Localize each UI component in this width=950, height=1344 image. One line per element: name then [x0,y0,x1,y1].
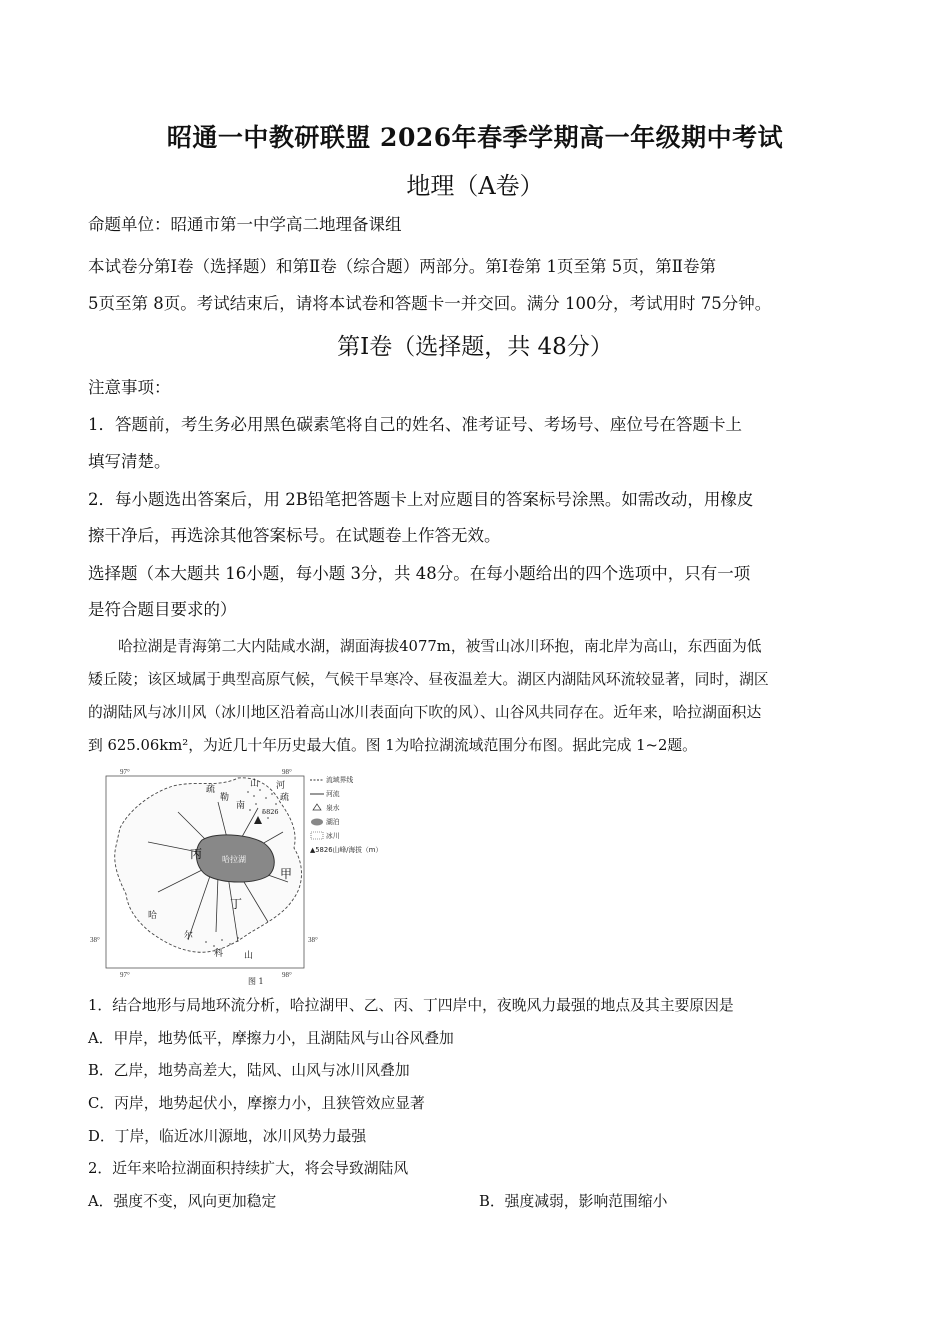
figure-1-map [90,768,428,986]
map-label-shu2: 疏 [280,793,290,803]
map-label-ha: 哈 [148,911,158,921]
map-label-er: 尔 [184,931,194,941]
passage-line-3: 的湖陆风与冰川风（冰川地区沿着高山冰川表面向下吹的风）、山谷风共同存在。近年来，哈拉湖面积达 [88,704,762,721]
map-label-shu: 疏 [206,785,216,795]
notice-1-line-2: 填写清楚。 [88,452,171,471]
legend-peak: ▲5826山峰/海拔（m） [310,846,383,854]
notice-heading: 注意事项： [88,378,171,397]
legend-river: 河流 [326,790,340,798]
lake-label: 哈拉湖 [222,855,246,864]
figure-caption: 图 1 [248,977,264,986]
map-label-le: 勒 [220,793,230,803]
map-label-nan: 南 [236,801,246,811]
choice-instruction-line-1: 选择题（本大题共 16小题，每小题 3分，共 48分。在每小题给出的四个选项中，只有一项 [88,564,751,583]
q1-stem: 1．结合地形与局地环流分析，哈拉湖甲、乙、丙、丁四岸中，夜晚风力最强的地点及其主要原因是 [88,997,734,1014]
peak-label: 5826 [262,808,279,816]
map-label-ke: 科 [214,949,224,959]
passage-line-2: 矮丘陵；该区域属于典型高原气候，气候干旱寒冷、昼夜温差大。湖区内湖陆风环流较显著，同时，湖区 [88,671,769,688]
legend-boundary: 流域界线 [326,776,354,784]
q1-option-d: D．丁岸，临近冰川源地，冰川风势力最强 [88,1128,367,1145]
map-label-shan2: 山 [244,951,254,961]
q1-option-a: A．甲岸，地势低平，摩擦力小，且湖陆风与山谷风叠加 [88,1030,454,1047]
intro-line-2: 5页至第 8页。考试结束后，请将本试卷和答题卡一并交回。满分 100分，考试用时 75分钟。 [88,294,772,313]
lat-label-38-right: 38° [308,936,318,944]
lon-label-98-top: 98° [282,768,292,776]
shore-bing: 丙 [190,847,203,861]
lat-label-38-left: 38° [90,936,100,944]
exam-subtitle: 地理（A卷） [406,172,544,200]
choice-instruction-line-2: 是符合题目要求的） [88,600,237,619]
shore-ding: 丁 [230,897,243,911]
author-unit: 命题单位：昭通市第一中学高二地理备课组 [88,215,402,234]
map-label-he: 河 [276,781,286,791]
q2-option-b: B．强度减弱，影响范围缩小 [479,1193,668,1210]
shore-jia: 甲 [280,867,293,881]
lon-label-97-bottom: 97° [120,971,130,979]
passage-line-4: 到 625.06km²，为近几十年历史最大值。图 1为哈拉湖流域范围分布图。据此完成 1~2题。 [88,737,697,754]
passage-line-1: 哈拉湖是青海第二大内陆咸水湖，湖面海拔4077m，被雪山冰川环抱，南北岸为高山，东西面为低 [118,638,762,655]
q1-option-b: B．乙岸，地势高差大，陆风、山风与冰川风叠加 [88,1062,410,1079]
notice-2-line-1: 2．每小题选出答案后，用 2B铅笔把答题卡上对应题目的答案标号涂黑。如需改动，用橡皮 [88,490,754,509]
legend-glacier: 冰川 [326,832,340,840]
notice-2-line-2: 擦干净后，再选涂其他答案标号。在试题卷上作答无效。 [88,526,501,545]
section-title: 第Ⅰ卷（选择题，共 48分） [337,334,613,360]
legend-lake: 湖泊 [326,818,340,826]
legend-spring: 泉水 [326,804,340,812]
map-label-shan: 山 [250,779,260,789]
q2-stem: 2．近年来哈拉湖面积持续扩大，将会导致湖陆风 [88,1160,409,1177]
q1-option-c: C．丙岸，地势起伏小，摩擦力小，且狭管效应显著 [88,1095,425,1112]
exam-title: 昭通一中教研联盟 2026年春季学期高一年级期中考试 [166,123,784,152]
lon-label-98-bottom: 98° [282,971,292,979]
lon-label-97-top: 97° [120,768,130,776]
intro-line-1: 本试卷分第Ⅰ卷（选择题）和第Ⅱ卷（综合题）两部分。第Ⅰ卷第 1页至第 5页，第Ⅱ卷第 [88,257,716,276]
q2-option-a: A．强度不变，风向更加稳定 [88,1193,277,1210]
notice-1-line-1: 1．答题前，考生务必用黑色碳素笔将自己的姓名、准考证号、考场号、座位号在答题卡上 [88,415,742,434]
